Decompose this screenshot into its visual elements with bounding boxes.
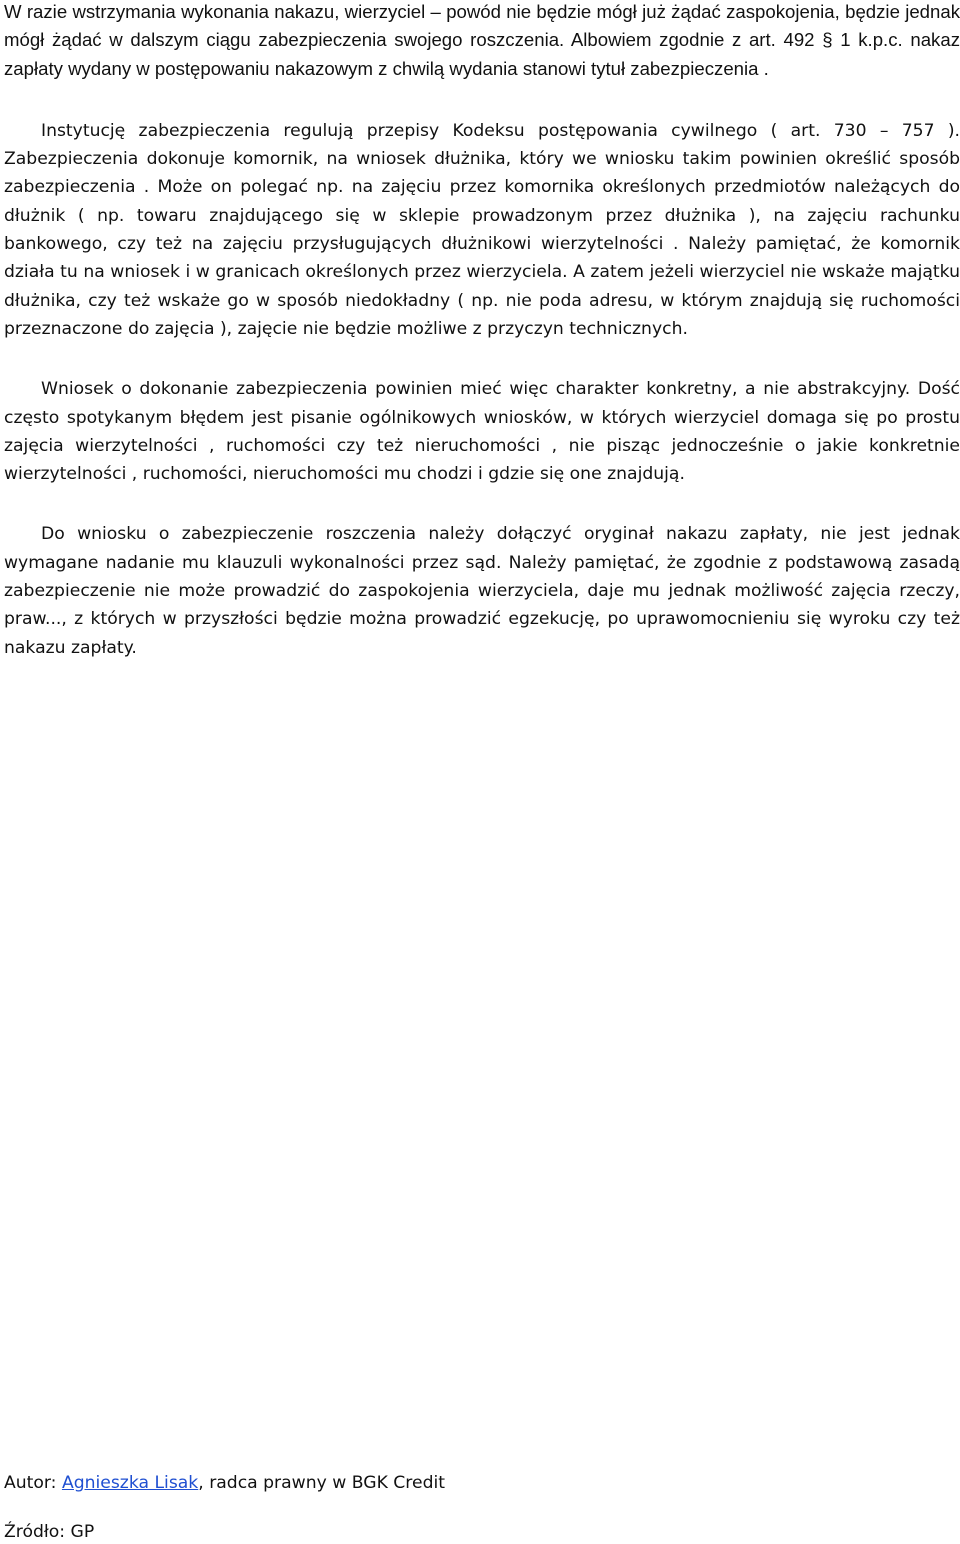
author-name-link[interactable]: Agnieszka Lisak: [61, 1473, 199, 1493]
paragraph-motion-attachments: Do wniosku o zabezpieczenie roszczenia należy dołączyć oryginał nakazu zapłaty, nie jest jednak wymagane nadanie mu klauzuli wykonalności przez sąd. Należy pamiętać, że zgodnie z podstawową zasadą zabezpieczenie nie może prowadzić do zaspokojenia wierzyciela, daje mu jednak możliwość zajęcia rzeczy, praw..., z których w przyszłości będzie można prowadzić egzekucję, po uprawomocnieniu się wyroku czy też nakazu zapłaty.: [4, 524, 960, 658]
paragraph-security-institution: Instytucję zabezpieczenia regulują przepisy Kodeksu postępowania cywilnego ( art. 730 – 757 ). Zabezpieczenia dokonuje komornik, na wniosek dłużnika, który we wniosku takim powinien określić sposób zabezpieczenia . Może on polegać np. na zajęciu przez komornika określonych przedmiotów należących do dłużnik ( np. towaru znajdującego się w sklepie prowadzonym przez dłużnika ), na zajęciu rachunku bankowego, czy też na zajęciu przysługujących dłużnikowi wierzytelności . Należy pamiętać, że komornik działa tu na wniosek i w granicach określonych przez wierzyciela. A zatem jeżeli wierzyciel nie wskaże majątku dłużnika, czy też wskaże go w sposób niedokładny ( np. nie poda adresu, w którym znajdują się ruchomości przeznaczone do zajęcia ), zajęcie nie będzie możliwe z przyczyn technicznych.: [4, 120, 960, 339]
source-line: Źródło: GP: [4, 1522, 95, 1542]
document-body: [4, 0, 960, 662]
author-prefix: Autor:: [4, 1473, 62, 1493]
paragraph-enforcement-suspension: W razie wstrzymania wykonania nakazu, wierzyciel – powód nie będzie mógł już żądać zaspokojenia, będzie jednak mógł żądać w dalszym ciągu zabezpieczenia swojego roszczenia. Albowiem zgodnie z art. 492 § 1 k.p.c. nakaz zapłaty wydany w postępowaniu nakazowym z chwilą wydania stanowi tytuł zabezpieczenia .: [4, 1, 960, 79]
paragraph-motion-concreteness: Wniosek o dokonanie zabezpieczenia powinien mieć więc charakter konkretny, a nie abstrakcyjny. Dość często spotykanym błędem jest pisanie ogólnikowych wniosków, w których wierzyciel domaga się po prostu zajęcia wierzytelności , ruchomości czy też nieruchomości , nie pisząc jednocześnie o jakie konkretnie wierzytelności , ruchomości, nieruchomości mu chodzi i gdzie się one znajdują.: [4, 379, 960, 485]
author-suffix: , radca prawny w BGK Credit: [198, 1473, 445, 1493]
author-line: [4, 1471, 960, 1495]
